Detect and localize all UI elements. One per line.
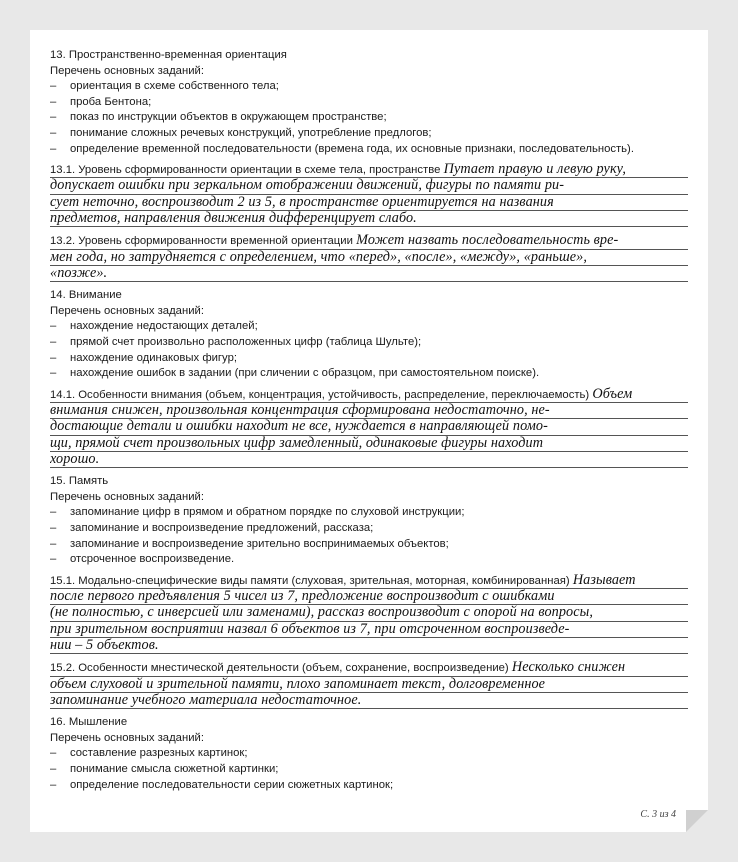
handwritten-answer: «позже». <box>50 265 108 281</box>
task-item: – понимание смысла сюжетной картинки; <box>50 763 279 775</box>
handwritten-answer: щи, прямой счет произвольных цифр замедленный, одинаковые фигуры находит <box>50 435 544 451</box>
handwritten-answer: внимания снижен, произвольная концентрация сформирована недостаточно, не- <box>50 403 550 419</box>
handwritten-answer: мен года, но затрудняется с определением, что «перед», «после», «между», «раньше», <box>50 249 588 265</box>
handwritten-answer: Путает правую и левую руку, <box>443 162 627 178</box>
page-number: С. 3 из 4 <box>640 809 676 820</box>
question-label: 13.1. Уровень сформированности ориентации в схеме тела, пространстве <box>50 164 441 177</box>
answer-15-2 <box>50 660 688 709</box>
handwritten-answer: Несколько снижен <box>511 660 626 676</box>
section-14 <box>50 288 688 382</box>
handwritten-answer: допускает ошибки при зеркальном отображении движений, фигуры по памяти ри- <box>50 178 565 194</box>
task-item: – определение последовательности серии сюжетных картинок; <box>50 778 394 791</box>
task-item: – нахождение недостающих деталей; <box>50 320 258 333</box>
section-title: 14. Внимание <box>50 289 122 302</box>
task-item: – запоминание и воспроизведение зрительно воспринимаемых объектов; <box>50 537 449 550</box>
handwritten-answer: Объем <box>592 386 633 402</box>
task-item: – отсроченное воспроизведение. <box>50 553 235 566</box>
question-label: 15.1. Модально-специфические виды памяти (слуховая, зрительная, моторная, комбинированная) <box>50 574 570 587</box>
task-item: – запоминание цифр в прямом и обратном порядке по слуховой инструкции; <box>50 506 465 519</box>
section-title: 16. Мышление <box>50 716 128 729</box>
handwritten-answer: объем слуховой и зрительной памяти, плохо запоминает текст, долговременное <box>50 676 546 692</box>
task-item: – показ по инструкции объектов в окружающем пространстве; <box>50 111 387 124</box>
question-label: 13.2. Уровень сформированности временной ориентации <box>50 235 353 248</box>
task-item: – понимание сложных речевых конструкций, употребление предлогов; <box>50 126 432 139</box>
section-title: 13. Пространственно-временная ориентация <box>50 49 287 61</box>
handwritten-answer: достающие детали и ошибки находит не все, нуждается в направляющей помо- <box>50 419 548 435</box>
handwritten-answer: после первого предъявления 5 чисел из 7, предложение воспроизводит с ошибками <box>50 589 555 605</box>
task-item: – нахождение одинаковых фигур; <box>50 351 237 364</box>
section-13 <box>50 48 688 157</box>
task-item: – составление разрезных картинок; <box>50 747 248 760</box>
page-fold-corner <box>686 810 708 832</box>
task-item: – проба Бентона; <box>50 95 152 108</box>
task-item: – определение временной последовательности (времена года, их основные признаки, последовательность). <box>50 142 634 155</box>
task-item: – прямой счет произвольно расположенных цифр (таблица Шульте); <box>50 336 422 349</box>
handwritten-answer: (не полностью, с инверсией или заменами), рассказ воспроизводит с опорой на вопросы, <box>50 605 593 621</box>
handwritten-answer: предметов, направления движения дифференцирует слабо. <box>50 211 417 227</box>
handwritten-answer: Может назвать последовательность вре- <box>356 233 619 249</box>
answer-14-1 <box>50 387 688 468</box>
task-item: – нахождение ошибок в задании (при сличении с образцом, при самостоятельном поиске). <box>50 367 540 380</box>
task-list-label: Перечень основных заданий: <box>50 731 204 744</box>
task-list-label: Перечень основных заданий: <box>50 64 204 77</box>
task-list-label: Перечень основных заданий: <box>50 490 204 503</box>
task-item: – запоминание и воспроизведение предложений, рассказа; <box>50 522 374 535</box>
handwritten-answer: при зрительном восприятии назвал 6 объектов из 7, при отсроченном воспроизведе- <box>50 621 570 637</box>
section-16 <box>50 715 688 793</box>
question-label: 15.2. Особенности мнестической деятельности (объем, сохранение, воспроизведение) <box>50 662 509 675</box>
task-item: – ориентация в схеме собственного тела; <box>50 80 279 93</box>
handwritten-answer: запоминание учебного материала недостаточное. <box>50 692 362 708</box>
answer-13-2 <box>50 233 688 282</box>
handwritten-answer: Называет <box>572 572 636 588</box>
handwritten-answer: хорошо. <box>50 451 100 467</box>
answer-13-1 <box>50 162 688 227</box>
handwritten-answer: нии – 5 объектов. <box>50 638 159 654</box>
handwritten-answer: сует неточно, воспроизводит 2 из 5, в пространстве ориентируется на названия <box>50 194 554 210</box>
task-list-label: Перечень основных заданий: <box>50 304 204 317</box>
section-15 <box>50 474 688 568</box>
document-page <box>30 30 708 832</box>
section-title: 15. Память <box>50 475 109 488</box>
answer-15-1 <box>50 573 688 654</box>
question-label: 14.1. Особенности внимания (объем, концентрация, устойчивость, распределение, переключаемость) <box>50 388 590 401</box>
